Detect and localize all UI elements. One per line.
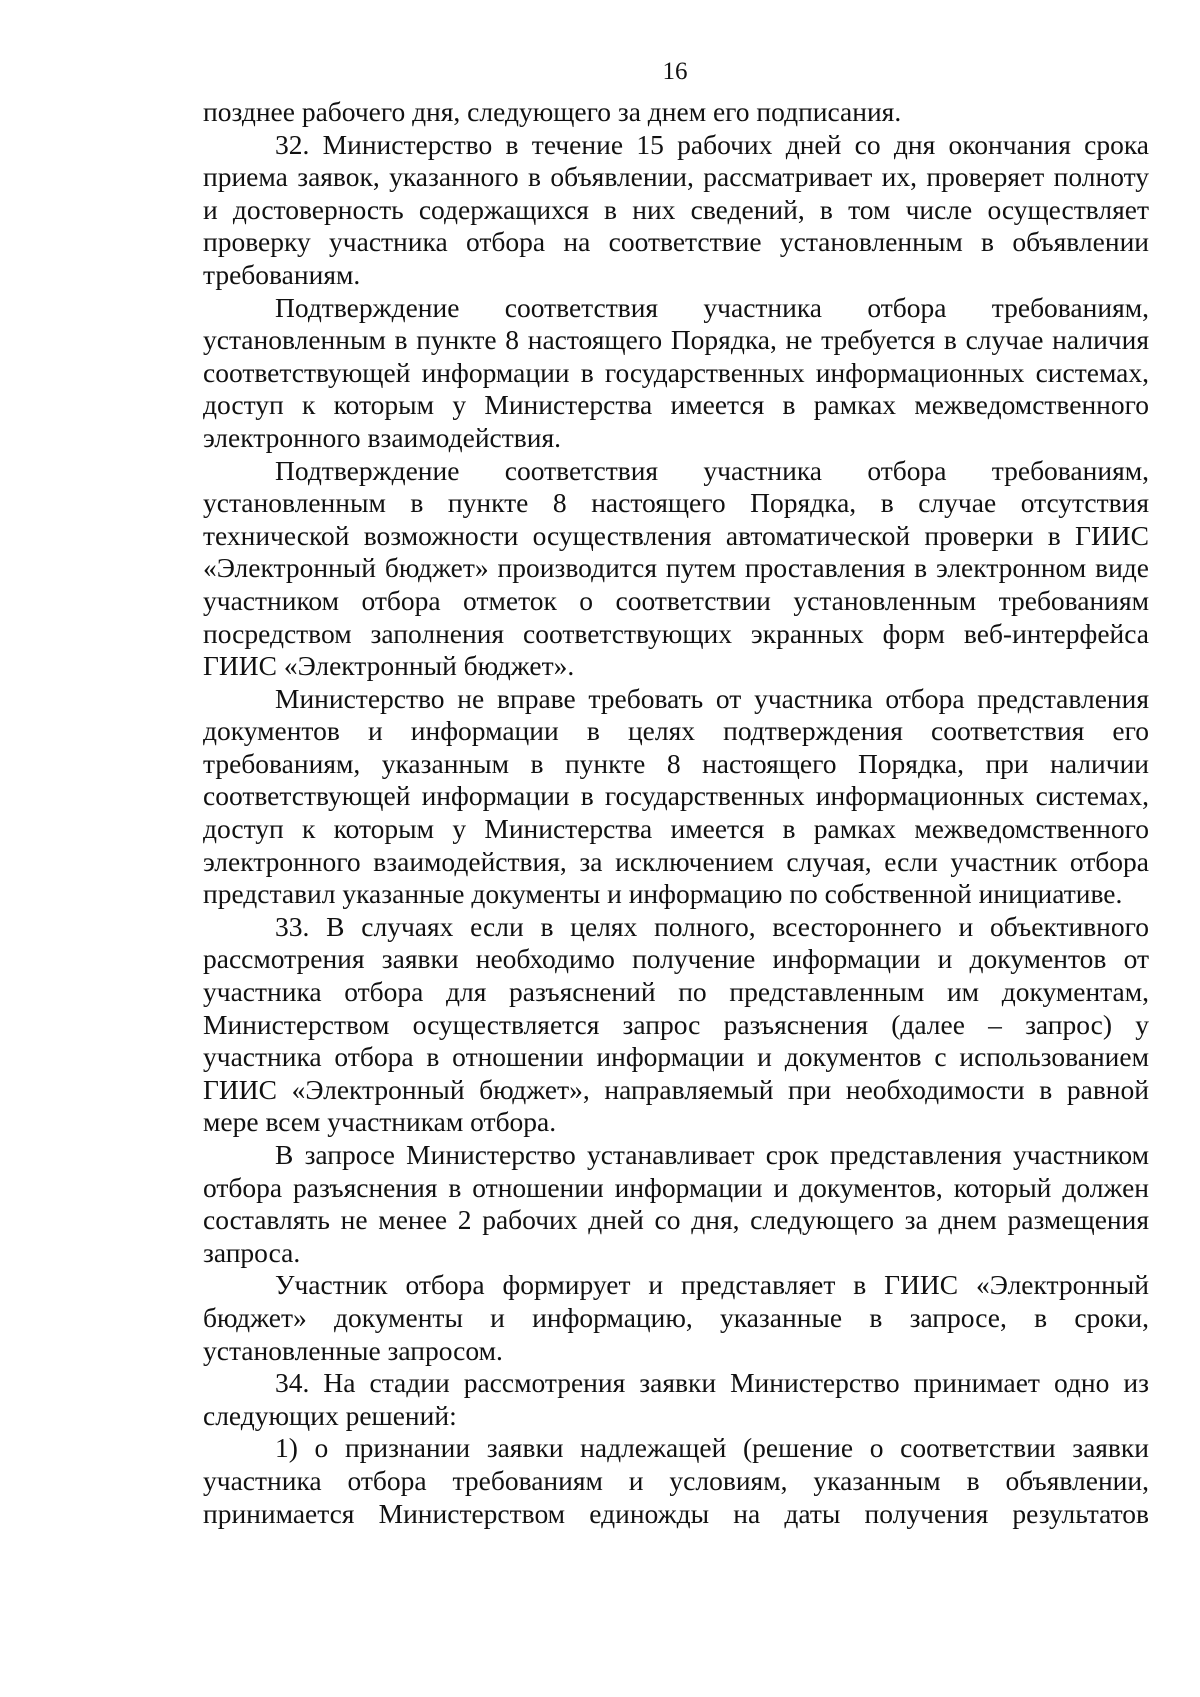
paragraph-continuation: позднее рабочего дня, следующего за днем его подписания.: [203, 96, 902, 127]
paragraph-request-deadline: В запросе Министерство устанавливает срок представления участником отбора разъяснения в отношении информации и документов, который должен составлять не менее 2 рабочих дней со дня, следующего за днем размещения запроса.: [203, 1139, 1149, 1268]
paragraph-confirmation-manual: Подтверждение соответствия участника отбора требованиям, установленным в пункте 8 настоящего Порядка, в случае отсутствия технической возможности осуществления автоматической проверки в ГИИС «Электронный бюджет» производится путем проставления в электронном виде участником отбора отметок о соответствии установленным требованиям посредством заполнения соответствующих экранных форм веб-интерфейса ГИИС «Электронный бюджет».: [203, 454, 1149, 682]
paragraph-ministry-restriction: Министерство не вправе требовать от участника отбора представления документов и информации в целях подтверждения соответствия его требованиям, указанным в пункте 8 настоящего Порядка, при наличии соответствующей информации в государственных информационных системах, доступ к которым у Министерства имеется в рамках межведомственного электронного взаимодействия, за исключением случая, если участник отбора представил указанные документы и информацию по собственной инициативе.: [203, 682, 1149, 910]
paragraph-clause-33: 33. В случаях если в целях полного, всестороннего и объективного рассмотрения заявки необходимо получение информации и документов от участника отбора для разъяснений по представленным им документам, Министерством осуществляется запрос разъяснения (далее – запрос) у участника отбора в отношении информации и документов с использованием ГИИС «Электронный бюджет», направляемый при необходимости в равной мере всем участникам отбора.: [203, 910, 1149, 1138]
paragraph-confirmation-not-required: Подтверждение соответствия участника отбора требованиям, установленным в пункте 8 настоящего Порядка, не требуется в случае наличия соответствующей информации в государственных информационных системах, доступ к которым у Министерства имеется в рамках межведомственного электронного взаимодействия.: [203, 291, 1149, 453]
paragraph-participant-response: Участник отбора формирует и представляет в ГИИС «Электронный бюджет» документы и информацию, указанные в запросе, в сроки, установленные запросом.: [203, 1269, 1149, 1366]
paragraph-clause-34: 34. На стадии рассмотрения заявки Министерство принимает одно из следующих решений:: [203, 1367, 1149, 1431]
page-number: 16: [662, 58, 688, 85]
document-body: [203, 96, 1149, 1530]
paragraph-clause-32: 32. Министерство в течение 15 рабочих дней со дня окончания срока приема заявок, указанного в объявлении, рассматривает их, проверяет полноту и достоверность содержащихся в них сведений, в том числе осуществляет проверку участника отбора на соответствие установленным в объявлении требованиям.: [203, 128, 1149, 290]
paragraph-decision-1: 1) о признании заявки надлежащей (решение о соответствии заявки участника отбора требованиям и условиям, указанным в объявлении, принимается Министерством единожды на даты получения результатов: [203, 1432, 1149, 1529]
